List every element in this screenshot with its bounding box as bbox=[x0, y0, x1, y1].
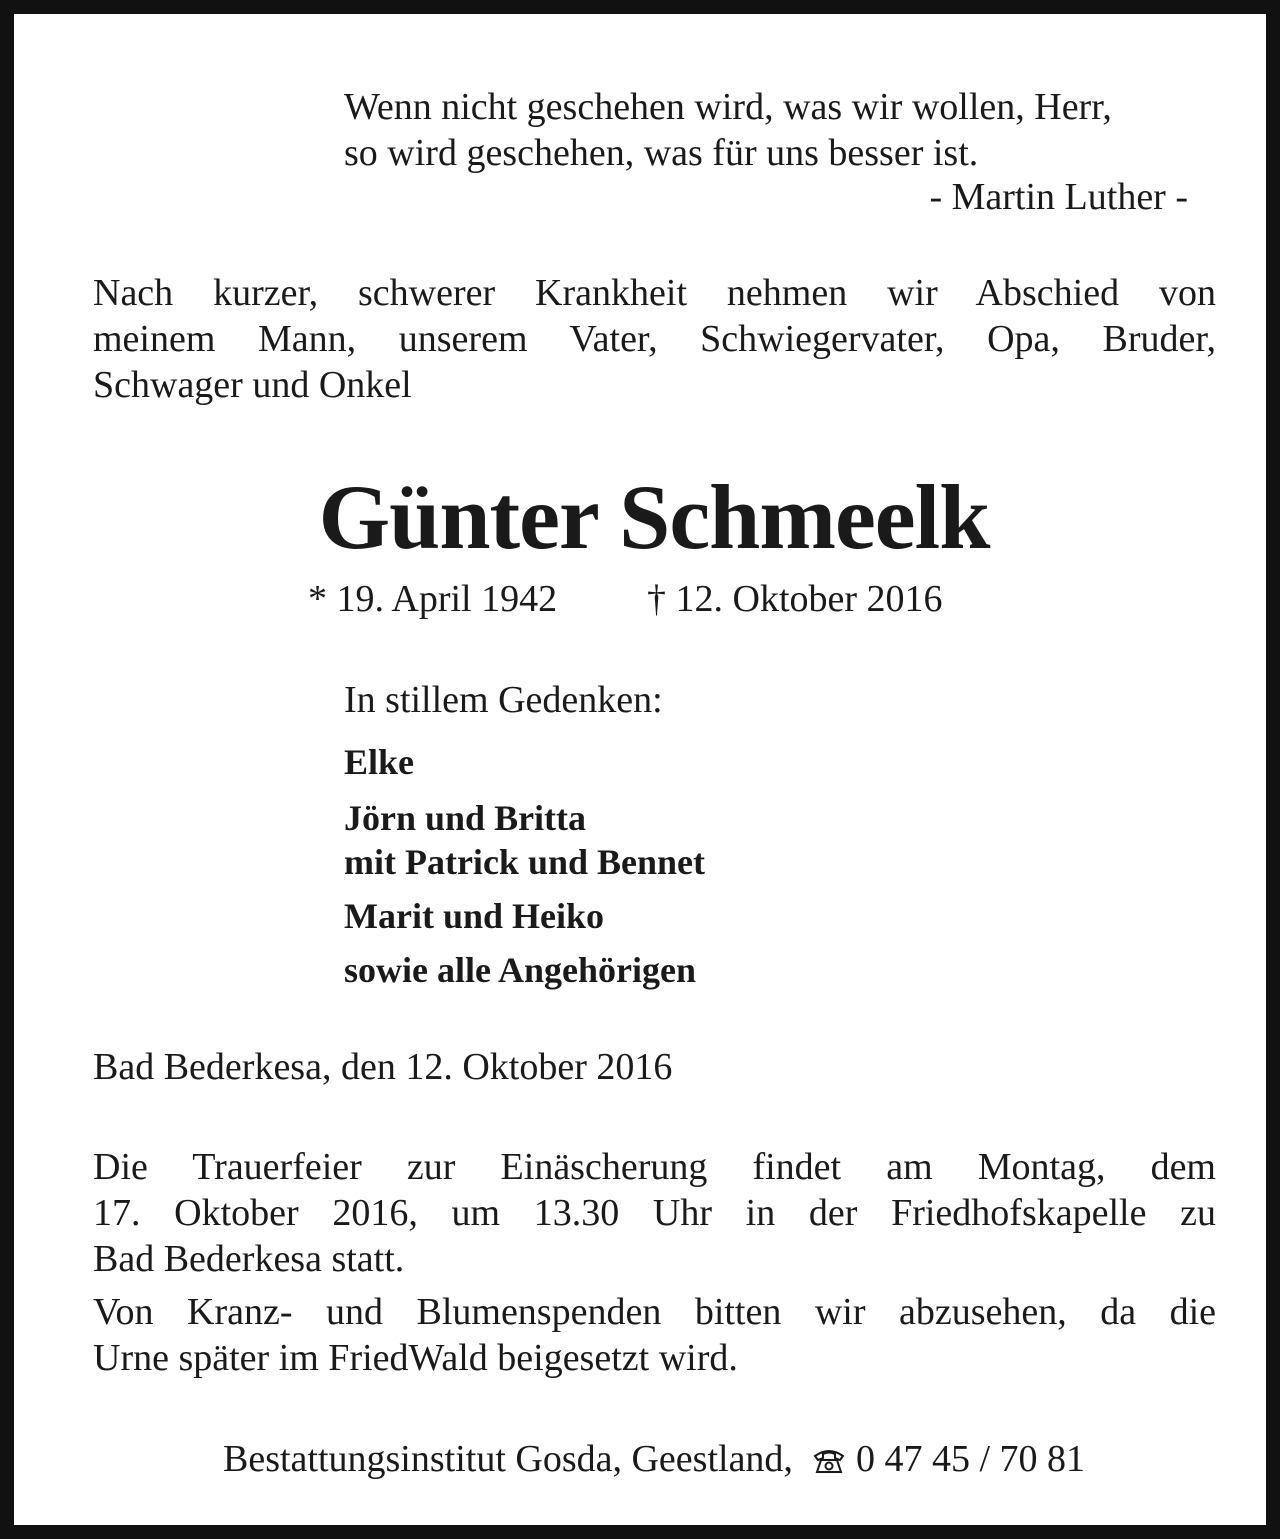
quote-line-2: so wird geschehen, was für uns besser ist. bbox=[344, 132, 979, 174]
intro-line-3: Schwager und Onkel bbox=[93, 364, 412, 406]
funeral-paragraph bbox=[93, 1144, 1216, 1282]
phone-number: 0 47 45 / 70 81 bbox=[855, 1438, 1085, 1480]
death-date: † 12. Oktober 2016 bbox=[647, 578, 943, 620]
mourner-name: Jörn und Britta bbox=[344, 798, 587, 838]
quote-author: - Martin Luther - bbox=[929, 176, 1188, 218]
donations-line-1: Von Kranz- und Blumenspenden bitten wir abzusehen, da die bbox=[93, 1291, 1216, 1333]
place-date: Bad Bederkesa, den 12. Oktober 2016 bbox=[93, 1046, 673, 1088]
deceased-name: Günter Schmeelk bbox=[318, 466, 990, 568]
intro-paragraph bbox=[93, 270, 1216, 408]
undertaker-line bbox=[14, 1436, 1280, 1482]
donations-paragraph bbox=[93, 1289, 1216, 1381]
funeral-line-1: Die Trauerfeier zur Einäscherung findet am Montag, dem bbox=[93, 1146, 1216, 1188]
mourners-heading: In stillem Gedenken: bbox=[344, 679, 663, 721]
intro-line-2: meinem Mann, unserem Vater, Schwiegervater, Opa, Bruder, bbox=[93, 318, 1216, 360]
mourner-name: Marit und Heiko bbox=[344, 896, 605, 936]
mourner-name: mit Patrick und Bennet bbox=[344, 842, 706, 882]
funeral-line-2: 17. Oktober 2016, um 13.30 Uhr in der Friedhofskapelle zu bbox=[93, 1192, 1216, 1234]
funeral-line-3: Bad Bederkesa statt. bbox=[93, 1238, 405, 1280]
quote-line-1: Wenn nicht geschehen wird, was wir wollen, Herr, bbox=[344, 86, 1112, 128]
undertaker-name: Bestattungsinstitut Gosda, Geestland, bbox=[222, 1438, 793, 1480]
donations-line-2: Urne später im FriedWald beigesetzt wird. bbox=[93, 1337, 738, 1379]
birth-date: * 19. April 1942 bbox=[308, 578, 558, 620]
mourner-name: Elke bbox=[344, 742, 415, 782]
phone-icon bbox=[812, 1440, 846, 1470]
mourner-name: sowie alle Angehörigen bbox=[344, 950, 696, 990]
intro-line-1: Nach kurzer, schwerer Krankheit nehmen wir Abschied von bbox=[93, 272, 1216, 314]
